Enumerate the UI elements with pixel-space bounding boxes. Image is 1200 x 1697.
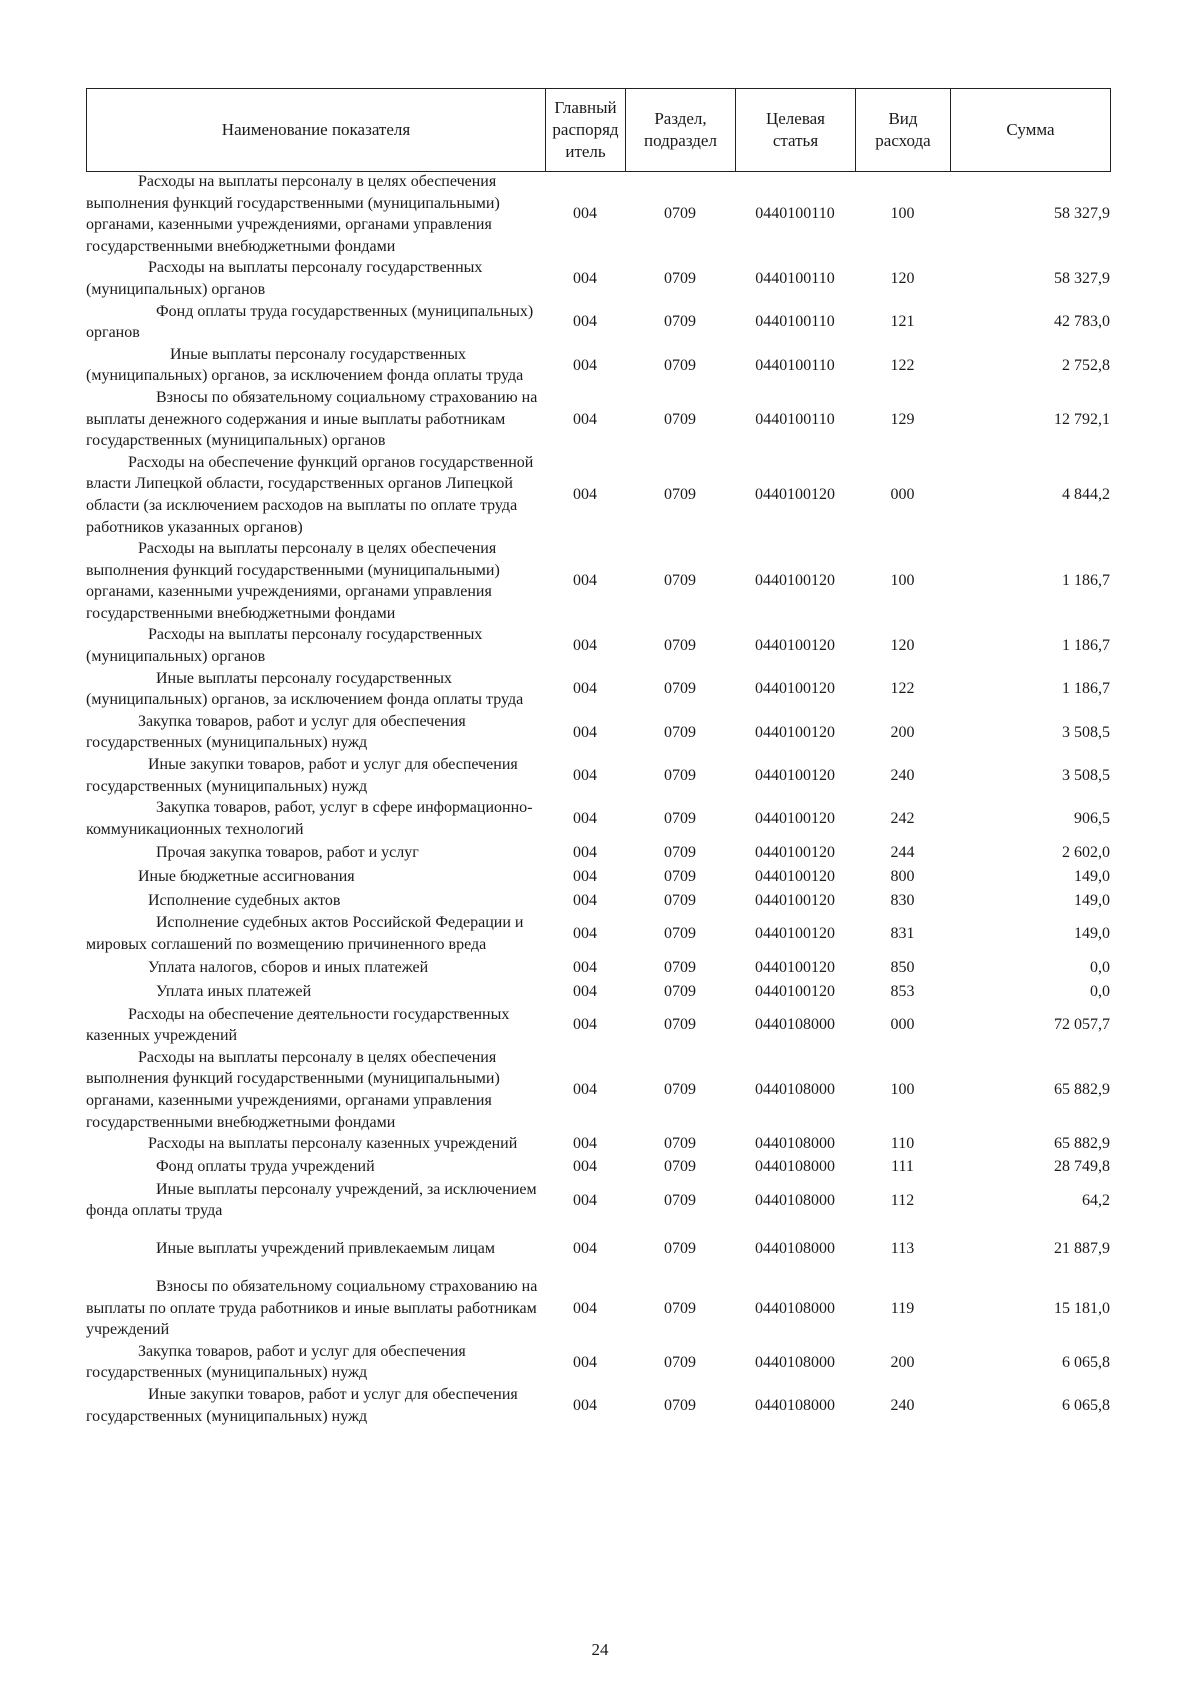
row-csr: 0440100110	[755, 270, 835, 288]
row-razdel: 0709	[664, 723, 696, 741]
row-razdel: 0709	[664, 925, 696, 943]
row-razdel: 0709	[664, 1299, 696, 1317]
table-row	[86, 797, 1110, 840]
row-csr: 0440100110	[755, 205, 835, 223]
row-grbs: 004	[573, 680, 597, 698]
row-csr: 0440100120	[755, 572, 835, 590]
row-csr: 0440108000	[755, 1157, 835, 1175]
row-sum: 21 887,9	[1054, 1240, 1110, 1258]
row-sum: 58 327,9	[1054, 205, 1110, 223]
row-grbs: 004	[573, 867, 597, 885]
row-grbs: 004	[573, 637, 597, 655]
table-row	[86, 1276, 1110, 1341]
row-name: Расходы на выплаты персоналу в целях обеспечения выполнения функций государственными (муниципальными) органами, казенными учреждениями, органами управления государственными внебюджетными фондами	[86, 173, 500, 255]
table-row	[86, 538, 1110, 624]
row-vr: 800	[890, 867, 915, 885]
row-name: Расходы на обеспечение деятельности государственных казенных учреждений	[86, 1005, 510, 1045]
header-name: Наименование показателя	[87, 89, 546, 172]
row-csr: 0440108000	[755, 1081, 835, 1099]
header-csr: Целевая статья	[736, 89, 856, 172]
row-vr: 120	[890, 637, 915, 655]
row-vr: 111	[891, 1157, 914, 1175]
row-grbs: 004	[573, 810, 597, 828]
row-vr: 242	[890, 810, 915, 828]
row-vr: 200	[890, 1353, 915, 1371]
row-csr: 0440100120	[755, 891, 835, 909]
row-grbs: 004	[573, 982, 597, 1000]
page-number: 24	[591, 1640, 609, 1659]
row-razdel: 0709	[664, 637, 696, 655]
row-grbs: 004	[573, 1353, 597, 1371]
row-grbs: 004	[573, 723, 597, 741]
row-razdel: 0709	[664, 270, 696, 288]
row-grbs: 004	[573, 958, 597, 976]
table-row	[86, 888, 1110, 912]
row-vr: 120	[890, 270, 915, 288]
table-header	[86, 88, 1111, 172]
row-razdel: 0709	[664, 313, 696, 331]
row-vr: 850	[890, 958, 915, 976]
row-grbs: 004	[573, 486, 597, 504]
row-name: Исполнение судебных актов Российской Федерации и мировых соглашений по возмещению причиненного вреда	[86, 914, 524, 953]
row-razdel: 0709	[664, 843, 696, 861]
table-row	[86, 1222, 1110, 1276]
row-csr: 0440100110	[755, 313, 835, 331]
row-name: Закупка товаров, работ, услуг в сфере информационно-коммуникационных технологий	[86, 799, 533, 838]
budget-table	[86, 171, 1110, 1427]
table-row	[86, 171, 1110, 257]
table-row	[86, 980, 1110, 1004]
table-row	[86, 301, 1110, 344]
row-vr: 000	[890, 1016, 915, 1034]
row-grbs: 004	[573, 925, 597, 943]
row-name: Иные выплаты персоналу учреждений, за исключением фонда оплаты труда	[86, 1180, 537, 1220]
row-grbs: 004	[573, 766, 597, 784]
row-csr: 0440108000	[755, 1299, 835, 1317]
row-razdel: 0709	[664, 1016, 696, 1034]
row-vr: 113	[890, 1240, 915, 1258]
row-grbs: 004	[573, 1240, 597, 1258]
row-grbs: 004	[573, 1016, 597, 1034]
row-csr: 0440100120	[755, 958, 835, 976]
row-razdel: 0709	[664, 572, 696, 590]
row-name: Расходы на выплаты персоналу в целях обеспечения выполнения функций государственными (муниципальными) органами, казенными учреждениями, органами управления государственными внебюджетными фондами	[86, 540, 500, 622]
row-csr: 0440100120	[755, 766, 835, 784]
row-razdel: 0709	[664, 891, 696, 909]
table-row	[86, 1179, 1110, 1222]
row-vr: 100	[890, 1081, 915, 1099]
row-csr: 0440100110	[755, 410, 835, 428]
row-sum: 1 186,7	[1062, 572, 1110, 590]
table-row	[86, 1133, 1110, 1155]
row-sum: 2 602,0	[1062, 843, 1110, 861]
row-name: Взносы по обязательному социальному страхованию на выплаты денежного содержания и иные выплаты работникам государственных (муниципальных) органов	[86, 388, 538, 450]
table-row	[86, 624, 1110, 667]
header-razdel: Раздел, подраздел	[626, 89, 736, 172]
row-grbs: 004	[573, 410, 597, 428]
row-sum: 906,5	[1074, 810, 1110, 828]
row-vr: 000	[890, 486, 915, 504]
row-name: Иные выплаты учреждений привлекаемым лицам	[156, 1240, 496, 1258]
row-sum: 149,0	[1074, 891, 1110, 909]
table-row	[86, 1004, 1110, 1047]
row-grbs: 004	[573, 1081, 597, 1099]
row-grbs: 004	[573, 1157, 597, 1175]
row-csr: 0440108000	[755, 1240, 835, 1258]
row-grbs: 004	[573, 1396, 597, 1414]
row-name: Иные выплаты персоналу государственных (муниципальных) органов, за исключением фонда оплаты труда	[86, 669, 524, 709]
row-razdel: 0709	[664, 1081, 696, 1099]
table-row	[86, 344, 1110, 387]
table-row	[86, 840, 1110, 864]
row-sum: 0,0	[1090, 982, 1110, 1000]
row-csr: 0440108000	[755, 1396, 835, 1414]
row-razdel: 0709	[664, 205, 696, 223]
table-row	[86, 711, 1110, 754]
row-name: Фонд оплаты труда учреждений	[156, 1157, 375, 1175]
row-sum: 3 508,5	[1062, 723, 1110, 741]
row-razdel: 0709	[664, 1240, 696, 1258]
row-csr: 0440100120	[755, 843, 835, 861]
row-sum: 3 508,5	[1062, 766, 1110, 784]
row-csr: 0440100120	[755, 810, 835, 828]
header-grbs: Главный распоряд итель	[546, 89, 626, 172]
row-csr: 0440100120	[755, 637, 835, 655]
row-sum: 1 186,7	[1062, 680, 1110, 698]
row-sum: 6 065,8	[1062, 1353, 1110, 1371]
table-row	[86, 1047, 1110, 1133]
row-name: Закупка товаров, работ и услуг для обеспечения государственных (муниципальных) нужд	[86, 1342, 466, 1382]
row-csr: 0440108000	[755, 1191, 835, 1209]
row-grbs: 004	[573, 1299, 597, 1317]
row-vr: 240	[890, 1396, 915, 1414]
row-sum: 58 327,9	[1054, 270, 1110, 288]
row-sum: 1 186,7	[1062, 637, 1110, 655]
row-sum: 149,0	[1074, 867, 1110, 885]
row-razdel: 0709	[664, 1353, 696, 1371]
header-sum: Сумма	[951, 89, 1111, 172]
row-vr: 830	[890, 891, 915, 909]
table-row	[86, 1341, 1110, 1384]
row-name: Расходы на выплаты персоналу государственных (муниципальных) органов	[86, 626, 483, 666]
row-csr: 0440100120	[755, 486, 835, 504]
row-csr: 0440100120	[755, 982, 835, 1000]
row-grbs: 004	[573, 891, 597, 909]
row-csr: 0440100120	[755, 680, 835, 698]
row-name: Расходы на выплаты персоналу в целях обеспечения выполнения функций государственными (муниципальными) органами, казенными учреждениями, органами управления государственными внебюджетными фондами	[86, 1048, 500, 1131]
header-vr: Вид расхода	[856, 89, 951, 172]
row-csr: 0440100110	[755, 356, 835, 374]
row-razdel: 0709	[664, 1157, 696, 1175]
row-grbs: 004	[573, 1191, 597, 1209]
table-row	[86, 257, 1110, 300]
row-name: Иные закупки товаров, работ и услуг для обеспечения государственных (муниципальных) нужд	[86, 756, 518, 795]
row-name: Прочая закупка товаров, работ и услуг	[156, 843, 419, 861]
table-row	[86, 956, 1110, 980]
row-csr: 0440100120	[755, 867, 835, 885]
row-grbs: 004	[573, 205, 597, 223]
row-vr: 129	[890, 410, 915, 428]
row-sum: 15 181,0	[1054, 1299, 1110, 1317]
row-sum: 65 882,9	[1054, 1135, 1110, 1153]
row-name: Взносы по обязательному социальному страхованию на выплаты по оплате труда работников и иные выплаты работникам учреждений	[86, 1277, 538, 1339]
row-name: Расходы на выплаты персоналу государственных (муниципальных) органов	[86, 259, 483, 298]
row-name: Иные бюджетные ассигнования	[138, 867, 355, 885]
row-vr: 121	[890, 313, 915, 331]
row-vr: 831	[890, 925, 915, 943]
row-vr: 112	[890, 1191, 915, 1209]
row-vr: 100	[890, 572, 915, 590]
row-razdel: 0709	[664, 1191, 696, 1209]
table-row	[86, 387, 1110, 452]
row-sum: 2 752,8	[1062, 356, 1110, 374]
row-csr: 0440108000	[755, 1016, 835, 1034]
row-grbs: 004	[573, 1135, 597, 1153]
row-name: Уплата иных платежей	[156, 982, 312, 1000]
row-razdel: 0709	[664, 410, 696, 428]
row-razdel: 0709	[664, 680, 696, 698]
row-vr: 110	[890, 1135, 915, 1153]
table-row	[86, 668, 1110, 711]
row-grbs: 004	[573, 270, 597, 288]
row-razdel: 0709	[664, 982, 696, 1000]
row-razdel: 0709	[664, 867, 696, 885]
row-sum: 12 792,1	[1054, 410, 1110, 428]
row-name: Иные закупки товаров, работ и услуг для обеспечения государственных (муниципальных) нужд	[86, 1385, 518, 1425]
table-row	[86, 1155, 1110, 1179]
row-sum: 4 844,2	[1062, 486, 1110, 504]
row-vr: 122	[890, 680, 915, 698]
row-name: Иные выплаты персоналу государственных (муниципальных) органов, за исключением фонда оплаты труда	[86, 345, 524, 385]
row-csr: 0440100120	[755, 723, 835, 741]
row-vr: 853	[890, 982, 915, 1000]
row-sum: 0,0	[1090, 958, 1110, 976]
row-razdel: 0709	[664, 958, 696, 976]
row-razdel: 0709	[664, 486, 696, 504]
row-grbs: 004	[573, 572, 597, 590]
row-csr: 0440108000	[755, 1135, 835, 1153]
row-name: Расходы на выплаты персоналу казенных учреждений	[148, 1135, 518, 1153]
row-vr: 100	[890, 205, 915, 223]
table-row	[86, 864, 1110, 888]
row-vr: 244	[890, 843, 915, 861]
row-razdel: 0709	[664, 766, 696, 784]
table-row	[86, 912, 1110, 955]
row-csr: 0440108000	[755, 1353, 835, 1371]
table-row	[86, 754, 1110, 797]
row-name: Фонд оплаты труда государственных (муниципальных) органов	[86, 302, 534, 342]
row-vr: 200	[890, 723, 915, 741]
row-razdel: 0709	[664, 1135, 696, 1153]
row-name: Расходы на обеспечение функций органов государственной власти Липецкой области, государственных органов Липецкой области (за исключением расходов на выплаты по оплате труда работников указанных органов)	[86, 453, 534, 536]
table-row	[86, 452, 1110, 538]
row-sum: 6 065,8	[1062, 1396, 1110, 1414]
row-sum: 72 057,7	[1054, 1016, 1110, 1034]
row-sum: 149,0	[1074, 925, 1110, 943]
row-sum: 64,2	[1082, 1191, 1110, 1209]
row-sum: 28 749,8	[1054, 1157, 1110, 1175]
row-name: Уплата налогов, сборов и иных платежей	[148, 958, 429, 976]
row-name: Закупка товаров, работ и услуг для обеспечения государственных (муниципальных) нужд	[86, 712, 466, 752]
row-razdel: 0709	[664, 356, 696, 374]
row-name: Исполнение судебных актов	[148, 891, 341, 909]
row-razdel: 0709	[664, 1396, 696, 1414]
row-sum: 65 882,9	[1054, 1081, 1110, 1099]
row-grbs: 004	[573, 843, 597, 861]
row-csr: 0440100120	[755, 925, 835, 943]
row-sum: 42 783,0	[1054, 313, 1110, 331]
table-row	[86, 1384, 1110, 1427]
row-razdel: 0709	[664, 810, 696, 828]
row-grbs: 004	[573, 313, 597, 331]
row-vr: 122	[890, 356, 915, 374]
row-grbs: 004	[573, 356, 597, 374]
row-vr: 240	[890, 766, 915, 784]
row-vr: 119	[890, 1299, 915, 1317]
